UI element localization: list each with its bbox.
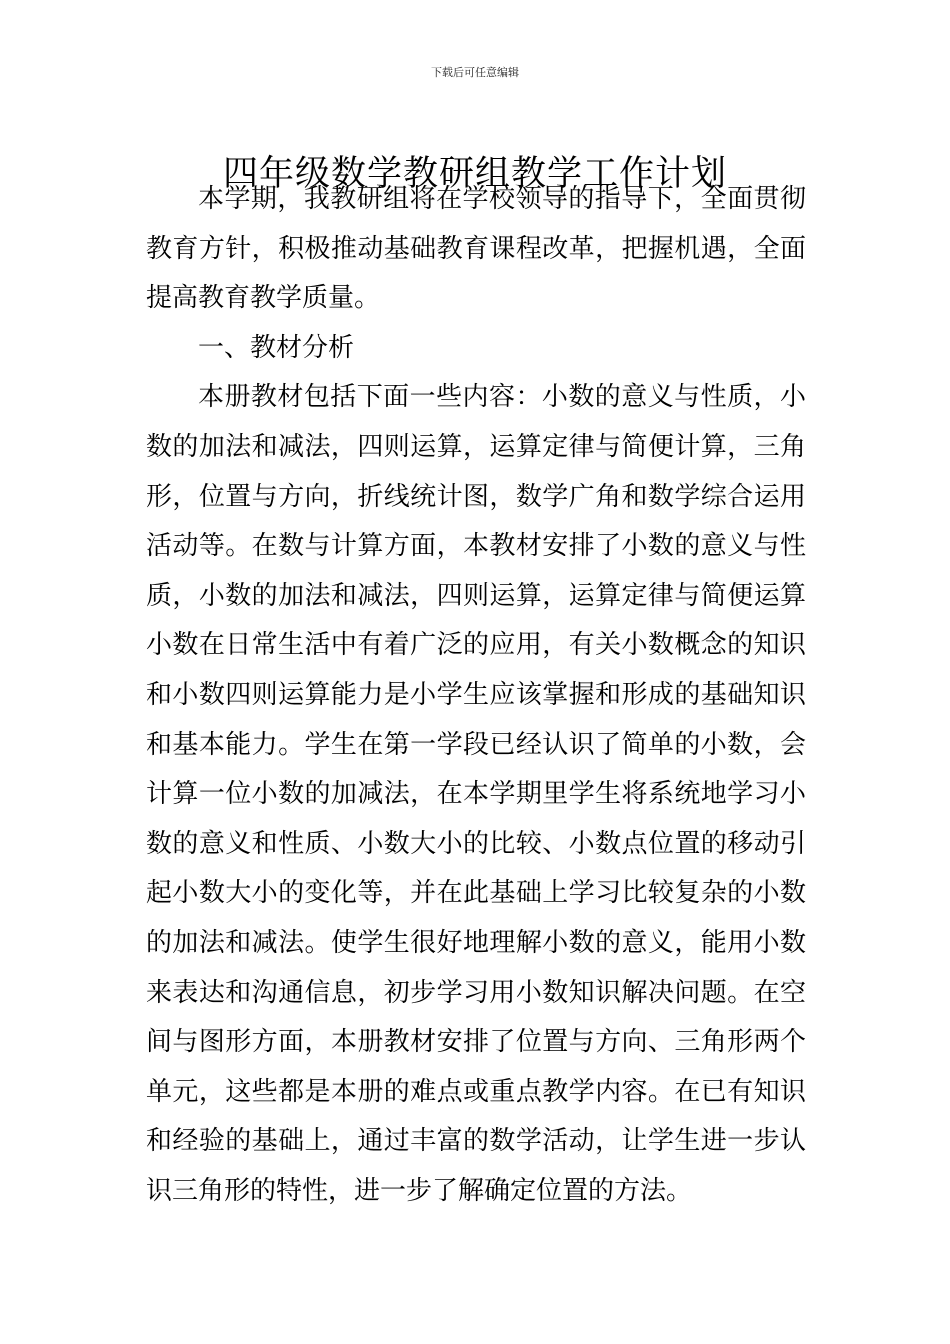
- document-body: [146, 175, 806, 1216]
- textbook-analysis-paragraph: 本册教材包括下面一些内容：小数的意义与性质，小数的加法和减法，四则运算，运算定律与简便计算，三角形，位置与方向，折线统计图，数学广角和数学综合运用活动等。在数与计算方面，本教材安排了小数的意义与性质，小数的加法和减法，四则运算，运算定律与简便运算小数在日常生活中有着广泛的应用，有关小数概念的知识和小数四则运算能力是小学生应该掌握和形成的基础知识和基本能力。学生在第一学段已经认识了简单的小数，会计算一位小数的加减法，在本学期里学生将系统地学习小数的意义和性质、小数大小的比较、小数点位置的移动引起小数大小的变化等，并在此基础上学习比较复杂的小数的加法和减法。使学生很好地理解小数的意义，能用小数来表达和沟通信息，初步学习用小数知识解决问题。在空间与图形方面，本册教材安排了位置与方向、三角形两个单元，这些都是本册的难点或重点教学内容。在已有知识和经验的基础上，通过丰富的数学活动，让学生进一步认识三角形的特性，进一步了解确定位置的方法。: [146, 382, 806, 1206]
- download-watermark: 下载后可任意编辑: [431, 66, 519, 79]
- document-title: 四年级数学教研组教学工作计划: [222, 154, 727, 195]
- section-heading-textbook-analysis: 一、教材分析: [198, 332, 355, 363]
- intro-paragraph: 本学期，我教研组将在学校领导的指导下，全面贯彻教育方针，积极推动基础教育课程改革，把握机遇，全面提高教育教学质量。: [146, 184, 806, 314]
